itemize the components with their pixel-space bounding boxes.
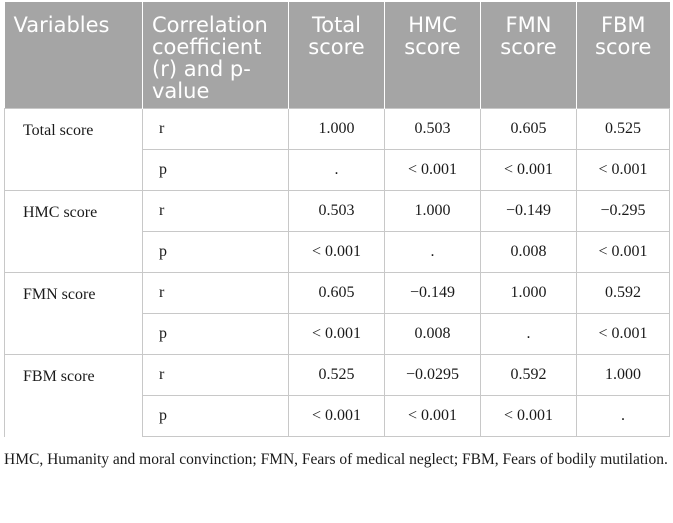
correlation-table (4, 2, 670, 437)
table-cell: < 0.001 (289, 232, 385, 273)
variable-label: FMN score (5, 273, 143, 355)
table-cell: < 0.001 (385, 150, 481, 191)
stat-label-p: p (143, 314, 289, 355)
table-cell: 1.000 (481, 273, 577, 314)
table-cell: < 0.001 (577, 150, 670, 191)
header-total-score: Total score (289, 2, 385, 109)
header-hmc-score: HMC score (385, 2, 481, 109)
table-footnote: HMC, Humanity and moral convinction; FMN, Fears of medical neglect; FBM, Fears of bodily mutilation. (4, 451, 668, 468)
variable-label: FBM score (5, 355, 143, 437)
table-cell: < 0.001 (577, 232, 670, 273)
table-cell: . (481, 314, 577, 355)
stat-label-r: r (143, 355, 289, 396)
table-cell: 0.008 (385, 314, 481, 355)
variable-label: Total score (5, 109, 143, 191)
table-row (5, 191, 670, 232)
table-header-row (5, 2, 670, 109)
stat-label-r: r (143, 191, 289, 232)
header-variables: Variables (5, 2, 143, 109)
header-fbm-score: FBM score (577, 2, 670, 109)
table-cell: 1.000 (577, 355, 670, 396)
table-cell: 0.605 (289, 273, 385, 314)
table-cell: −0.295 (577, 191, 670, 232)
table-cell: < 0.001 (289, 396, 385, 437)
table-cell: < 0.001 (385, 396, 481, 437)
table-cell: 0.605 (481, 109, 577, 150)
stat-label-p: p (143, 396, 289, 437)
table-cell: 0.525 (577, 109, 670, 150)
table-cell: −0.0295 (385, 355, 481, 396)
stat-label-r: r (143, 109, 289, 150)
table-cell: −0.149 (385, 273, 481, 314)
header-fmn-score: FMN score (481, 2, 577, 109)
table-cell: < 0.001 (481, 150, 577, 191)
table-cell: 0.503 (385, 109, 481, 150)
table-cell: 0.503 (289, 191, 385, 232)
stat-label-r: r (143, 273, 289, 314)
variable-label: HMC score (5, 191, 143, 273)
stat-label-p: p (143, 232, 289, 273)
stat-label-p: p (143, 150, 289, 191)
table-row (5, 355, 670, 396)
table-cell: 0.525 (289, 355, 385, 396)
table-cell: 1.000 (385, 191, 481, 232)
document-page (4, 2, 669, 470)
table-cell: < 0.001 (481, 396, 577, 437)
table-cell: 0.008 (481, 232, 577, 273)
header-correlation: Correlation coefficient (r) and p-value (143, 2, 289, 109)
table-cell: < 0.001 (577, 314, 670, 355)
table-cell: . (577, 396, 670, 437)
table-cell: 0.592 (481, 355, 577, 396)
table-cell: 1.000 (289, 109, 385, 150)
table-row (5, 273, 670, 314)
table-cell: . (385, 232, 481, 273)
table-cell: < 0.001 (289, 314, 385, 355)
table-cell: −0.149 (481, 191, 577, 232)
table-row (5, 109, 670, 150)
table-cell: 0.592 (577, 273, 670, 314)
table-cell: . (289, 150, 385, 191)
